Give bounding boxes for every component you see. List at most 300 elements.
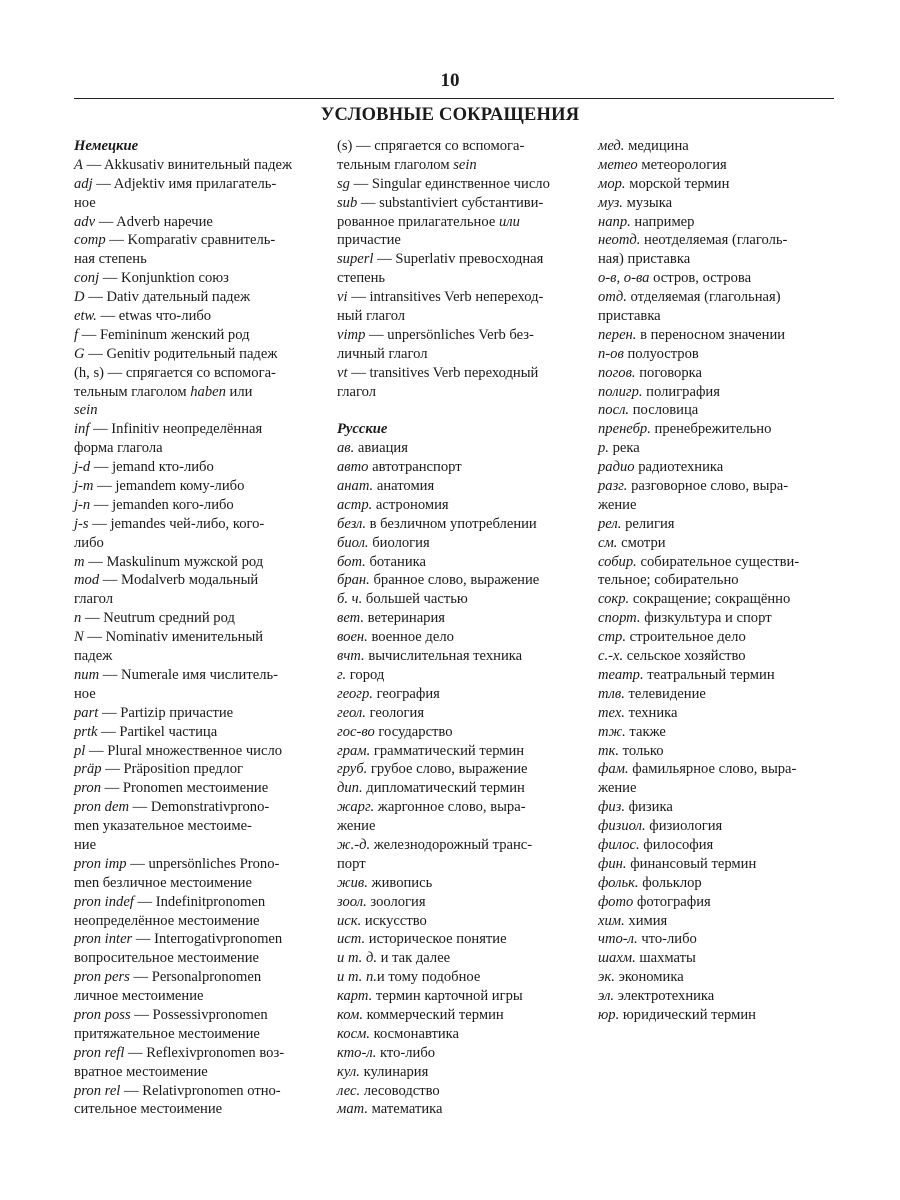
abbreviation: D — [74, 289, 85, 306]
definition-text: морской термин — [625, 175, 730, 192]
section-spacer — [337, 401, 577, 420]
definition-text: либо — [74, 534, 104, 551]
definition-text: приставка — [598, 308, 661, 325]
abbreviation: муз. — [598, 194, 623, 211]
entry-line — [74, 968, 314, 987]
abbreviation: тж. — [598, 723, 626, 740]
definition-text: ветеринария — [364, 610, 445, 627]
abbreviation: разг. — [598, 478, 628, 495]
abbreviation: pron indef — [74, 893, 134, 910]
definition-text: — Adverb наречие — [95, 213, 213, 230]
definition-text: фольклор — [638, 874, 702, 891]
abbreviation: эк. — [598, 969, 615, 986]
definition-text: — jemand кто-либо — [90, 459, 214, 476]
entry-line — [598, 609, 838, 628]
definition-text: большей частью — [362, 591, 468, 608]
definition-text: — Dativ дательный падеж — [84, 289, 251, 306]
definition-text: — Akkusativ винительный падеж — [82, 156, 293, 173]
abbreviation: pron — [74, 780, 102, 797]
definition-text: — Partikel частица — [97, 723, 218, 740]
italic-word: sein — [453, 156, 477, 173]
entry-line — [598, 534, 838, 553]
entry-line — [598, 137, 838, 156]
abbreviation: pron imp — [74, 855, 127, 872]
definition-text: тельным глаголом — [337, 156, 454, 173]
abbreviation: фам. — [598, 761, 629, 778]
entry-line — [598, 647, 838, 666]
entry-line — [598, 817, 838, 836]
definition-text: грубое слово, выражение — [367, 761, 528, 778]
abbreviation: j-s — [74, 515, 89, 532]
definition-text: пословица — [629, 402, 699, 419]
definition-text: химия — [624, 912, 668, 929]
entry-line — [74, 175, 314, 194]
entry-line — [74, 553, 314, 572]
definition-text: строительное дело — [625, 629, 746, 646]
abbreviation: vimp — [337, 326, 366, 343]
definition-text: сельское хозяйство — [623, 648, 746, 665]
entry-line — [598, 723, 838, 742]
abbreviation: ж.-д. — [337, 836, 371, 853]
abbreviation: биол. — [337, 534, 369, 551]
entry-line — [337, 704, 577, 723]
abbreviation: шахм. — [598, 950, 636, 967]
entry-line — [74, 307, 314, 326]
definition-text: ный глагол — [337, 308, 406, 325]
entry-line — [74, 194, 314, 213]
definition-text: смотри — [617, 534, 666, 551]
abbreviation: карт. — [337, 988, 373, 1005]
abbreviation: перен. — [598, 326, 637, 343]
entry-line — [337, 930, 577, 949]
abbreviation: mod — [74, 572, 100, 589]
abbreviation: погов. — [598, 364, 636, 381]
definition-text: ное — [74, 685, 96, 702]
definition-text: метеорология — [637, 156, 727, 173]
entry-line — [337, 723, 577, 742]
definition-text: кулинария — [359, 1063, 429, 1080]
abbreviation: вчт. — [337, 648, 365, 665]
entry-line — [74, 496, 314, 515]
entry-line — [598, 213, 838, 232]
definition-text: — Demonstrativprono- — [129, 799, 270, 816]
entry-line — [598, 420, 838, 439]
entry-line — [74, 1044, 314, 1063]
definition-text: телевидение — [624, 685, 706, 702]
entry-line — [598, 231, 838, 250]
entry-line — [74, 1082, 314, 1101]
abbreviation: пренебр. — [598, 421, 651, 438]
definition-text: пренебрежительно — [650, 421, 772, 438]
definition-text: men безличное местоимение — [74, 874, 252, 891]
abbreviation: adv — [74, 213, 96, 230]
entry-line — [337, 364, 577, 383]
abbreviation: грам. — [337, 742, 371, 759]
entry-line — [74, 760, 314, 779]
definition-text: рованное прилагательное — [337, 213, 499, 230]
definition-text: юридический термин — [619, 1006, 756, 1023]
abbreviation: etw. — [74, 308, 97, 325]
entry-line — [337, 194, 577, 213]
abbreviation: j-d — [74, 459, 91, 476]
definition-text: — Infinitiv неопределённая — [89, 421, 263, 438]
definition-text: радиотехника — [634, 459, 724, 476]
definition-text: медицина — [624, 138, 689, 154]
entry-line — [74, 742, 314, 761]
entry-line — [337, 874, 577, 893]
definition-text: форма глагола — [74, 440, 163, 457]
entry-line — [74, 401, 314, 420]
column-3 — [598, 137, 838, 1025]
entry-line — [74, 458, 314, 477]
abbreviation: неотд. — [598, 232, 641, 249]
entry-line — [337, 496, 577, 515]
definition-text: — jemandes чей-либо, кого- — [88, 515, 265, 532]
definition-text: в переносном значении — [636, 326, 786, 343]
entry-line — [74, 987, 314, 1006]
definition-text: бранное слово, выражение — [369, 572, 540, 589]
entry-line — [598, 571, 838, 590]
abbreviation: эл. — [598, 988, 615, 1005]
definition-text: разговорное слово, выра- — [627, 478, 789, 495]
entry-line — [337, 288, 577, 307]
definition-text: — jemanden кого-либо — [90, 496, 234, 513]
abbreviation: иск. — [337, 912, 362, 929]
entry-line — [74, 836, 314, 855]
abbreviation: pron poss — [74, 1006, 131, 1023]
entry-line — [598, 704, 838, 723]
definition-text: тельным глаголом — [74, 383, 191, 400]
definition-text: (h, s) — спрягается со вспомога- — [74, 364, 276, 381]
abbreviation: A — [74, 156, 83, 173]
entry-line — [74, 723, 314, 742]
definition-text: — intransitives Verb непереход- — [347, 289, 544, 306]
entry-line — [598, 175, 838, 194]
entry-line — [337, 1082, 577, 1101]
entry-line — [337, 515, 577, 534]
abbreviation: собир. — [598, 553, 637, 570]
definition-text: — unpersönliches Prono- — [126, 855, 280, 872]
entry-line — [74, 666, 314, 685]
definition-text: неотделяемая (глаголь- — [640, 232, 788, 249]
definition-text: город — [346, 666, 385, 683]
abbreviation: безл. — [337, 515, 366, 532]
abbreviation: тк. — [598, 742, 620, 759]
definition-text: или — [225, 383, 253, 400]
abbreviation: pron rel — [74, 1082, 121, 1099]
entry-line — [74, 477, 314, 496]
entry-line — [74, 571, 314, 590]
abbreviation: бран. — [337, 572, 370, 589]
abbreviation: радио — [598, 459, 635, 476]
column-1 — [74, 137, 314, 1119]
abbreviation: superl — [337, 251, 374, 268]
definition-text: — Präposition предлог — [101, 761, 243, 778]
definition-text: — Nominativ именительный — [83, 629, 264, 646]
entry-line — [337, 647, 577, 666]
abbreviation: фото — [598, 893, 634, 910]
entry-line — [74, 439, 314, 458]
abbreviation: мор. — [598, 175, 626, 192]
entry-line — [337, 345, 577, 364]
abbreviation: р. — [598, 440, 609, 457]
definition-text: география — [372, 685, 440, 702]
abbreviation: астр. — [337, 496, 373, 513]
entry-line — [598, 326, 838, 345]
abbreviation: sub — [337, 194, 358, 211]
definition-text: что-либо — [637, 931, 697, 948]
definition-text: военное дело — [367, 629, 454, 646]
entry-line — [337, 1063, 577, 1082]
definition-text: экономика — [614, 969, 684, 986]
entry-line — [337, 987, 577, 1006]
definition-text: глагол — [74, 591, 114, 608]
entry-line — [74, 288, 314, 307]
abbreviation: тлв. — [598, 685, 625, 702]
abbreviation: см. — [598, 534, 618, 551]
abbreviation: pron refl — [74, 1044, 125, 1061]
definition-text: ная) приставка — [598, 251, 691, 268]
definition-text: астрономия — [372, 496, 449, 513]
definition-text: физиология — [645, 818, 723, 835]
entry-line — [74, 779, 314, 798]
entry-line — [74, 1100, 314, 1119]
definition-text: — Neutrum средний род — [81, 610, 235, 627]
abbreviation: б. ч. — [337, 591, 363, 608]
definition-text: философия — [639, 836, 714, 853]
entry-line — [337, 553, 577, 572]
abbreviation: метео — [598, 156, 638, 173]
definition-text: ное — [74, 194, 96, 211]
entry-line — [598, 987, 838, 1006]
definition-text: в безличном употреблении — [365, 515, 537, 532]
entry-line — [74, 364, 314, 383]
entry-line — [598, 477, 838, 496]
abbreviation: comp — [74, 232, 106, 249]
definition-text: грамматический термин — [370, 742, 525, 759]
entry-line — [337, 213, 577, 232]
entry-line — [598, 515, 838, 534]
abbreviation: präp — [74, 761, 102, 778]
abbreviation: кул. — [337, 1063, 360, 1080]
entry-line — [337, 156, 577, 175]
entry-line — [337, 231, 577, 250]
italic-word: haben — [190, 383, 226, 400]
entry-line — [74, 609, 314, 628]
abbreviation: хим. — [598, 912, 625, 929]
definition-text: ние — [74, 836, 97, 853]
entry-line — [598, 288, 838, 307]
abbreviation: part — [74, 704, 99, 721]
abbreviation: pron pers — [74, 969, 130, 986]
definition-text: глагол — [337, 383, 377, 400]
abbreviation: мат. — [337, 1101, 368, 1118]
entry-line — [74, 383, 314, 402]
entry-line — [598, 685, 838, 704]
entry-line — [337, 383, 577, 402]
abbreviation: и т. п. — [337, 969, 377, 986]
definition-text: — Genitiv родительный падеж — [84, 345, 278, 362]
entry-line — [337, 836, 577, 855]
abbreviation: геогр. — [337, 685, 373, 702]
definition-text: зоология — [366, 893, 426, 910]
page-number: 10 — [440, 70, 460, 91]
entry-line — [337, 137, 577, 156]
abbreviation: что-л. — [598, 931, 638, 948]
entry-line — [598, 307, 838, 326]
definition-text: — Numerale имя числитель- — [99, 666, 278, 683]
abbreviation: prtk — [74, 723, 98, 740]
abbreviation: pl — [74, 742, 86, 759]
definition-text: физкультура и спорт — [640, 610, 772, 627]
entry-line — [74, 1006, 314, 1025]
entry-line — [337, 893, 577, 912]
abbreviation: стр. — [598, 629, 626, 646]
definition-text: например — [630, 213, 695, 230]
entry-line — [598, 269, 838, 288]
definition-text: театральный термин — [643, 666, 775, 683]
definition-text: вычислительная техника — [364, 648, 523, 665]
abbreviation: n — [74, 610, 82, 627]
abbreviation: косм. — [337, 1025, 371, 1042]
entry-line — [74, 893, 314, 912]
entry-line — [598, 194, 838, 213]
definition-text: кто-либо — [376, 1044, 436, 1061]
entry-line — [598, 590, 838, 609]
definition-text: ная степень — [74, 251, 147, 268]
abbreviation: conj — [74, 270, 100, 287]
abbreviation: и т. д. — [337, 950, 377, 967]
definition-text: — Partizip причастие — [98, 704, 234, 721]
definition-text: дипломатический термин — [362, 780, 525, 797]
definition-text: и так далее — [377, 950, 451, 967]
entry-line — [598, 836, 838, 855]
definition-text: — Plural множественное число — [85, 742, 283, 759]
entry-line — [337, 250, 577, 269]
entry-line — [74, 420, 314, 439]
definition-text: — Maskulinum мужской род — [84, 553, 264, 570]
definition-text: падеж — [74, 648, 113, 665]
entry-line — [337, 1044, 577, 1063]
abbreviation: п-ов — [598, 345, 624, 362]
abbreviation: G — [74, 345, 85, 362]
definition-text: — Personalpronomen — [129, 969, 262, 986]
abbreviation: анат. — [337, 478, 374, 495]
definition-text: историческое понятие — [365, 931, 507, 948]
entry-line — [337, 742, 577, 761]
definition-text: железнодорожный транс- — [370, 836, 533, 853]
definition-text: — Pronomen местоимение — [101, 780, 269, 797]
definition-text: жение — [598, 780, 637, 797]
entry-line — [598, 855, 838, 874]
definition-text: причастие — [337, 232, 401, 249]
abbreviation: ав. — [337, 440, 355, 457]
entry-line — [337, 779, 577, 798]
abbreviation: посл. — [598, 402, 630, 419]
abbreviation: j-m — [74, 478, 94, 495]
column-2 — [337, 137, 577, 1119]
definition-text: ботаника — [365, 553, 426, 570]
definition-text: поговорка — [635, 364, 702, 381]
abbreviation: отд. — [598, 289, 627, 306]
definition-text: порт — [337, 855, 366, 872]
entry-line — [337, 458, 577, 477]
entry-line — [74, 1063, 314, 1082]
definition-text: музыка — [622, 194, 673, 211]
definition-text: — Femininum женский род — [78, 326, 250, 343]
abbreviation: тех. — [598, 704, 625, 721]
abbreviation: геол. — [337, 704, 366, 721]
section-heading-text: Русские — [337, 421, 388, 438]
definition-text: искусство — [361, 912, 427, 929]
abbreviation: vi — [337, 289, 348, 306]
definition-text: личный глагол — [337, 345, 428, 362]
entry-line — [74, 817, 314, 836]
entry-line — [598, 383, 838, 402]
definition-text: неопределённое местоимение — [74, 912, 260, 929]
section-heading-text: Немецкие — [74, 138, 139, 154]
definition-text: электротехника — [614, 988, 715, 1005]
entry-line — [598, 401, 838, 420]
abbreviation: f — [74, 326, 79, 343]
abbreviation: о-в, о-ва — [598, 270, 650, 287]
definition-text: государство — [374, 723, 453, 740]
abbreviation: j-n — [74, 496, 91, 513]
definition-text: коммерческий термин — [362, 1006, 504, 1023]
abbreviation: pron dem — [74, 799, 129, 816]
italic-word: или — [498, 213, 520, 230]
entry-line — [74, 213, 314, 232]
entry-line — [598, 250, 838, 269]
abbreviation: жив. — [337, 874, 368, 891]
abbreviation: ист. — [337, 931, 366, 948]
definition-text: также — [625, 723, 666, 740]
definition-text: и тому подобное — [376, 969, 481, 986]
definition-text: жение — [598, 496, 637, 513]
abbreviation: N — [74, 629, 84, 646]
definition-text: — Interrogativpronomen — [132, 931, 283, 948]
abbreviation: sg — [337, 175, 350, 192]
abbreviation: напр. — [598, 213, 631, 230]
entry-line — [598, 798, 838, 817]
entry-line — [74, 590, 314, 609]
entry-line — [74, 269, 314, 288]
definition-text: — etwas что-либо — [96, 308, 212, 325]
entry-line — [74, 647, 314, 666]
definition-text: математика — [367, 1101, 443, 1118]
entry-line — [598, 912, 838, 931]
entry-line — [74, 704, 314, 723]
definition-text: (s) — спрягается со вспомога- — [337, 138, 525, 154]
abbreviation: фольк. — [598, 874, 639, 891]
entry-line — [74, 250, 314, 269]
entry-line — [74, 156, 314, 175]
entry-line — [598, 930, 838, 949]
entry-line — [598, 496, 838, 515]
definition-text: финансовый термин — [626, 855, 757, 872]
definition-text: фотография — [633, 893, 711, 910]
abbreviation: театр. — [598, 666, 644, 683]
entry-line — [337, 1100, 577, 1119]
entry-line — [337, 817, 577, 836]
abbreviation: с.-х. — [598, 648, 624, 665]
entry-line — [598, 345, 838, 364]
entry-line — [598, 874, 838, 893]
abbreviation: мед. — [598, 138, 625, 154]
header-rule — [74, 98, 834, 99]
entry-line — [337, 949, 577, 968]
abbreviation: жарг. — [337, 799, 375, 816]
